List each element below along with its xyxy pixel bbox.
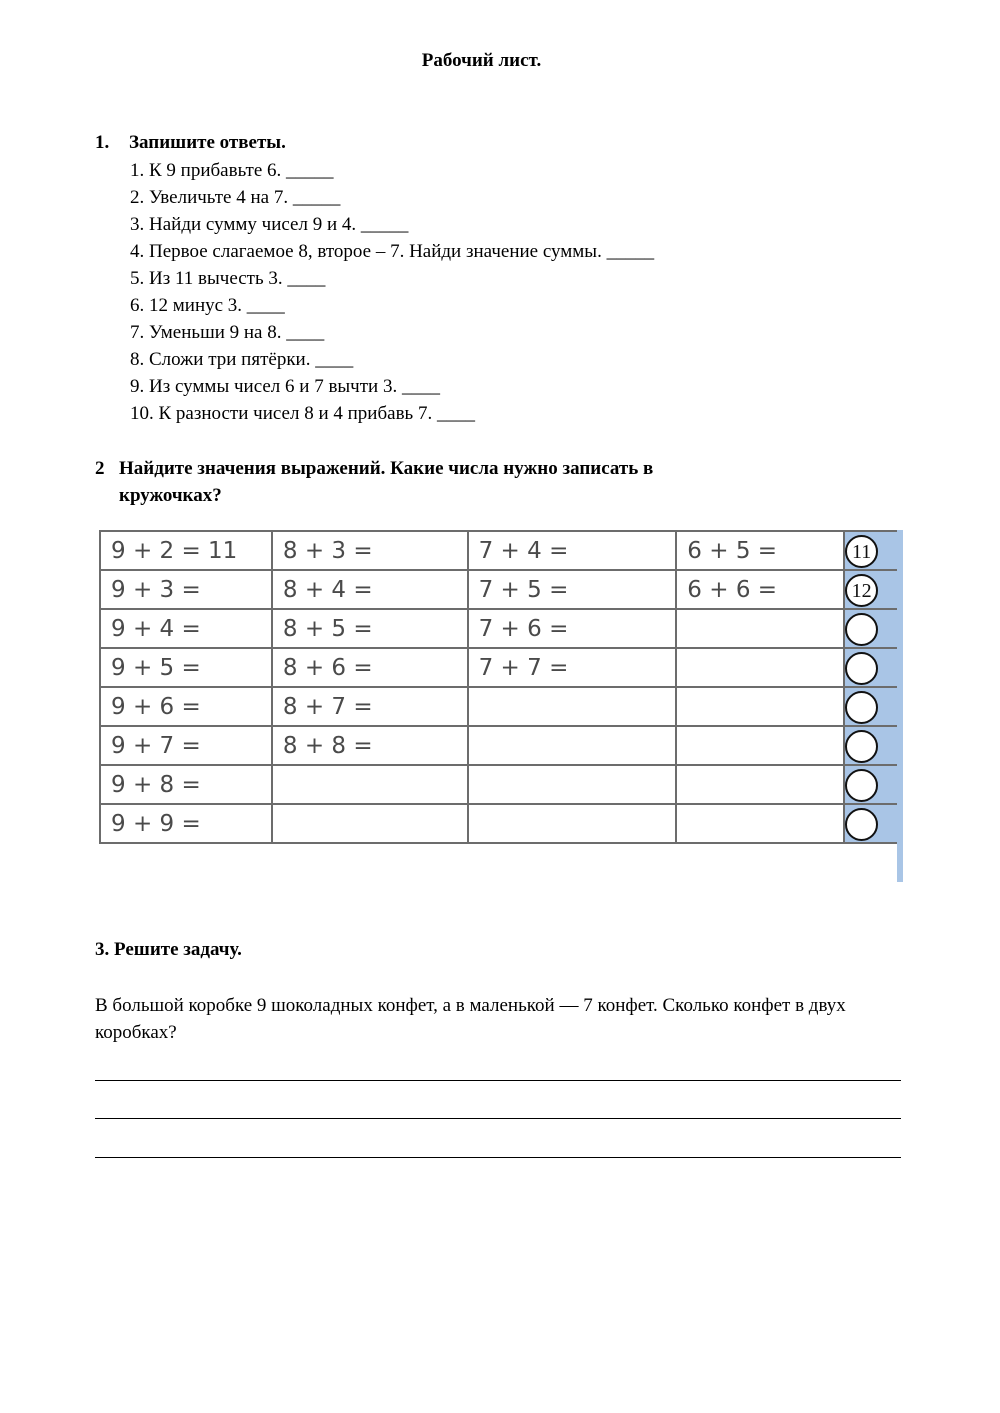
expression-cell: 7 + 4 = [468,531,677,570]
expression-cell [468,687,677,726]
expression-cell: 9 + 9 = [100,804,272,843]
expression-table-wrapper [99,530,897,882]
answer-cell [844,726,897,765]
problem-text: В большой коробке 9 шоколадных конфет, а в маленькой — 7 конфет. Сколько конфет в двух коробках? [95,995,846,1043]
question-item: 2. Увеличьте 4 на 7. _____ [130,187,341,208]
expression-cell: 9 + 4 = [100,609,272,648]
expression-cell [468,726,677,765]
answer-line[interactable] [95,1118,901,1119]
expression-cell: 8 + 7 = [272,687,468,726]
section-2-title-line2: кружочках? [119,485,222,506]
expression-cell: 7 + 6 = [468,609,677,648]
expression-cell [468,765,677,804]
answer-cell [844,765,897,804]
question-item: 10. К разности чисел 8 и 4 прибавь 7. ____ [130,403,475,424]
table-row [100,570,897,609]
answer-line[interactable] [95,1157,901,1158]
expression-cell [676,648,844,687]
answer-cell [844,648,897,687]
section-2-number: 2 [95,458,105,479]
expression-cell: 8 + 6 = [272,648,468,687]
answer-circle[interactable]: 12 [845,574,878,607]
answer-line[interactable] [95,1080,901,1081]
expression-cell: 9 + 7 = [100,726,272,765]
expression-cell: 8 + 5 = [272,609,468,648]
answer-circle[interactable]: 11 [845,535,878,568]
expression-cell [676,765,844,804]
table-blue-edge [897,530,903,882]
expression-cell [272,765,468,804]
table-row [100,531,897,570]
answer-circle[interactable] [845,730,878,763]
table-row [100,804,897,843]
expression-cell: 9 + 6 = [100,687,272,726]
expression-cell: 8 + 8 = [272,726,468,765]
expression-cell [272,804,468,843]
table-row [100,726,897,765]
section-3-heading: 3. Решите задачу. [95,939,242,960]
expression-cell: 9 + 5 = [100,648,272,687]
section-2-title-line1: Найдите значения выражений. Какие числа нужно записать в [119,458,654,479]
answer-cell [844,609,897,648]
question-item: 4. Первое слагаемое 8, второе – 7. Найди значение суммы. _____ [130,241,655,262]
expression-cell: 6 + 5 = [676,531,844,570]
question-item: 7. Уменьши 9 на 8. ____ [130,322,325,343]
question-item: 9. Из суммы чисел 6 и 7 вычти 3. ____ [130,376,440,397]
answer-cell [844,687,897,726]
answer-circle[interactable] [845,808,878,841]
expression-cell [468,804,677,843]
table-row [100,648,897,687]
expression-cell: 9 + 8 = [100,765,272,804]
expression-cell: 7 + 5 = [468,570,677,609]
expression-cell: 8 + 3 = [272,531,468,570]
expression-cell [676,726,844,765]
table-row [100,609,897,648]
expression-cell: 7 + 7 = [468,648,677,687]
section-2-heading [95,455,855,509]
answer-circle[interactable] [845,652,878,685]
answer-circle[interactable] [845,769,878,802]
answer-cell [844,804,897,843]
answer-circle[interactable] [845,613,878,646]
answer-circle[interactable] [845,691,878,724]
question-item: 1. К 9 прибавьте 6. _____ [130,160,334,181]
expression-cell [676,609,844,648]
answer-cell [844,570,897,609]
question-list [130,157,654,427]
section-1-number: 1. [95,132,110,153]
page-title: Рабочий лист. [421,50,542,71]
expression-cell [676,804,844,843]
table-row [100,687,897,726]
expression-cell: 9 + 2 = 11 [100,531,272,570]
table-row [100,765,897,804]
section-1-title: Запишите ответы. [129,132,286,153]
expression-cell: 9 + 3 = [100,570,272,609]
question-item: 8. Сложи три пятёрки. ____ [130,349,354,370]
question-item: 5. Из 11 вычесть 3. ____ [130,268,326,289]
question-item: 6. 12 минус 3. ____ [130,295,285,316]
answer-cell [844,531,897,570]
expression-cell: 8 + 4 = [272,570,468,609]
question-item: 3. Найди сумму чисел 9 и 4. _____ [130,214,409,235]
expression-cell [676,687,844,726]
section-1-heading [95,132,286,154]
expression-table [99,530,897,844]
expression-cell: 6 + 6 = [676,570,844,609]
